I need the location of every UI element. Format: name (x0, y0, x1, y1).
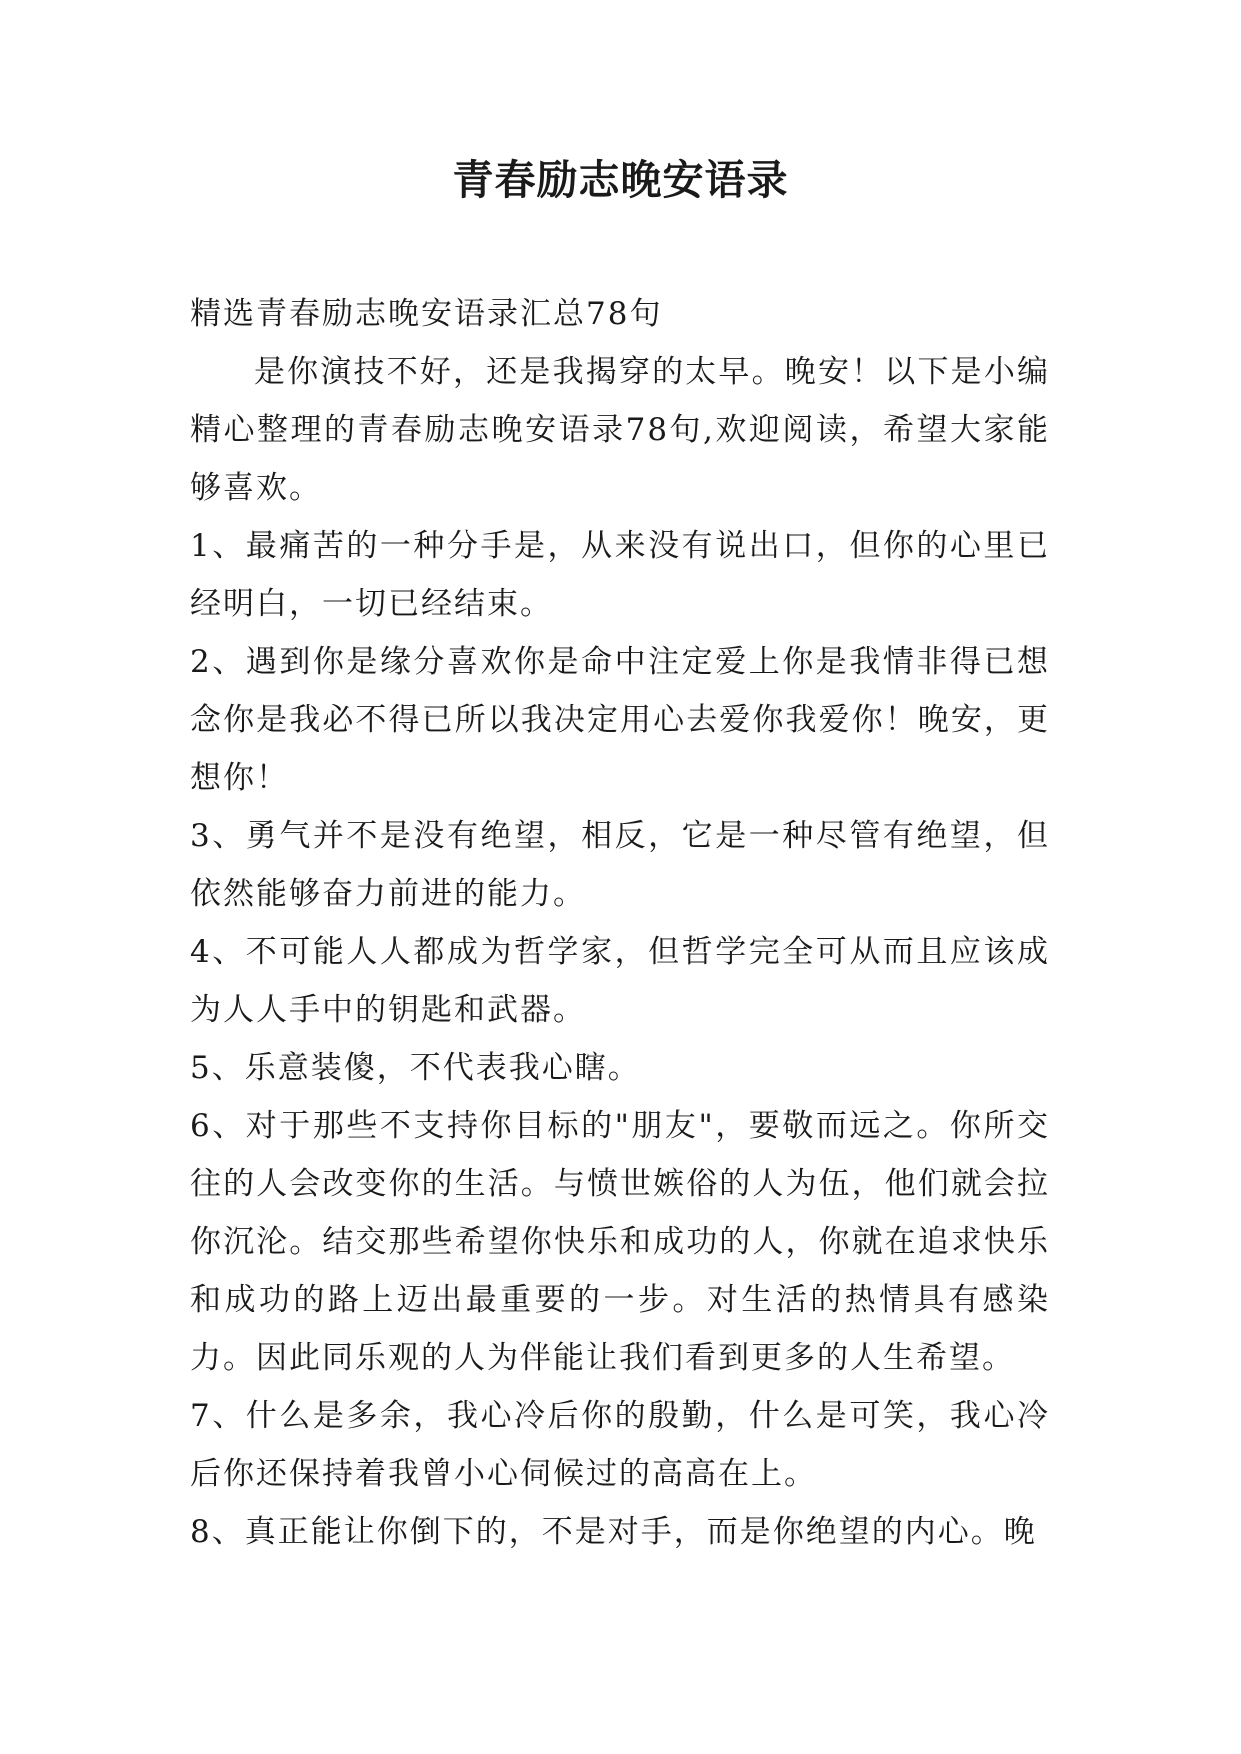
document-body (190, 285, 1050, 1561)
quote-item-2: 2、遇到你是缘分喜欢你是命中注定爱上你是我情非得已想念你是我必不得已所以我决定用心去爱你我爱你！晚安，更想你！ (190, 644, 1050, 796)
document-title: 青春励志晚安语录 (452, 156, 789, 204)
quote-item-8: 8、真正能让你倒下的，不是对手，而是你绝望的内心。晚 (190, 1514, 1037, 1550)
quote-item-4: 4、不可能人人都成为哲学家，但哲学完全可从而且应该成为人人手中的钥匙和武器。 (190, 934, 1050, 1028)
quote-item-7: 7、什么是多余，我心冷后你的殷勤，什么是可笑，我心冷后你还保持着我曾小心伺候过的高高在上。 (190, 1398, 1050, 1492)
document-subtitle: 精选青春励志晚安语录汇总78句 (190, 296, 663, 332)
quote-item-6: 6、对于那些不支持你目标的"朋友"，要敬而远之。你所交往的人会改变你的生活。与愤世嫉俗的人为伍，他们就会拉你沉沦。结交那些希望你快乐和成功的人，你就在追求快乐和成功的路上迈出最重要的一步。对生活的热情具有感染力。因此同乐观的人为伴能让我们看到更多的人生希望。 (190, 1108, 1050, 1376)
intro-paragraph: 是你演技不好，还是我揭穿的太早。晚安！以下是小编精心整理的青春励志晚安语录78句,欢迎阅读，希望大家能够喜欢。 (190, 354, 1050, 506)
quote-item-5: 5、乐意装傻，不代表我心瞎。 (190, 1050, 641, 1086)
quote-item-1: 1、最痛苦的一种分手是，从来没有说出口，但你的心里已经明白，一切已经结束。 (190, 528, 1050, 622)
quote-item-3: 3、勇气并不是没有绝望，相反，它是一种尽管有绝望，但依然能够奋力前进的能力。 (190, 818, 1050, 912)
